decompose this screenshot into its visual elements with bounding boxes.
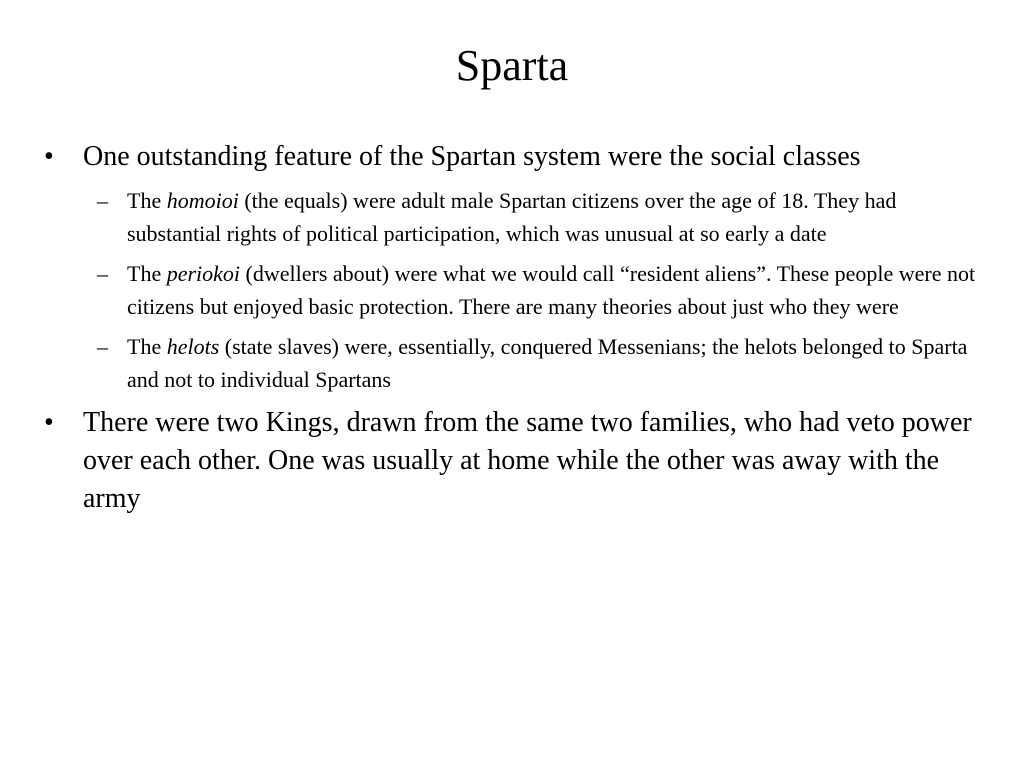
- slide-body: [44, 138, 984, 526]
- subbullet-pre: The: [127, 334, 167, 359]
- subbullet-term: periokoi: [166, 261, 241, 286]
- slide-title: Sparta: [455, 41, 569, 90]
- subbullet-marker: –: [97, 188, 108, 213]
- bullet-text: One outstanding feature of the Spartan system were the social classes: [83, 141, 861, 172]
- subbullet-term: helots: [166, 334, 220, 359]
- subbullet-post: (dwellers about) were what we would call “resident aliens”. These people were not citizens but enjoyed basic protection. There are many theories about just who they were: [127, 261, 976, 319]
- bullet-marker: •: [44, 407, 54, 438]
- subbullet-term: homoioi: [166, 188, 239, 213]
- subbullet-pre: The: [127, 261, 167, 286]
- subbullet-periokoi: [97, 257, 987, 323]
- bullet-text: There were two Kings, drawn from the same two families, who had veto power over each other. One was usually at home while the other was away with the army: [83, 407, 972, 514]
- bullet-two-kings: [44, 404, 984, 518]
- subbullet-post: (the equals) were adult male Spartan citizens over the age of 18. They had substantial rights of political participation, which was unusual at so early a date: [127, 188, 897, 246]
- subbullet-marker: –: [97, 261, 108, 286]
- bullet-marker: •: [44, 141, 54, 172]
- bullet-social-classes: [44, 138, 984, 176]
- subbullet-post: (state slaves) were, essentially, conquered Messenians; the helots belonged to Sparta and not to individual Spartans: [127, 334, 968, 392]
- subbullet-list: [44, 184, 984, 396]
- subbullet-helots: [97, 330, 987, 396]
- subbullet-pre: The: [127, 188, 167, 213]
- subbullet-homoioi: [97, 184, 987, 250]
- subbullet-marker: –: [97, 334, 108, 359]
